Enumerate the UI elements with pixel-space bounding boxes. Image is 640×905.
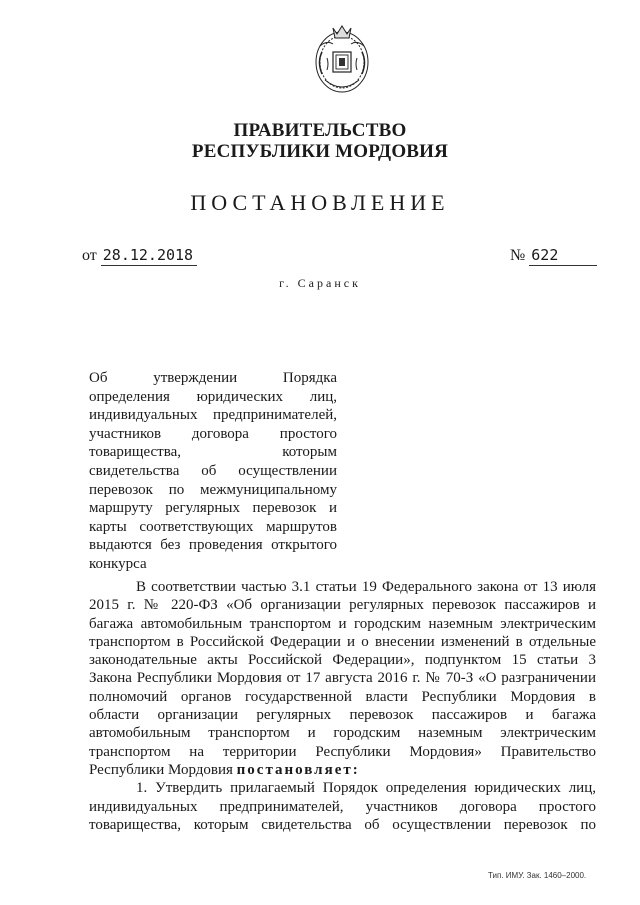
government-title-line1: ПРАВИТЕЛЬСТВО: [233, 120, 407, 141]
body-line-resolves: [89, 761, 596, 779]
document-body: [89, 578, 596, 834]
subject-line: определения юридических лиц,: [89, 388, 337, 405]
body-line: товарищества, которым свидетельства об осуществлении перевозок по: [89, 816, 596, 833]
body-line: транспортом в Российской Федерации и о внесении изменений в отдельные: [89, 633, 596, 650]
body-line: В соответствии частью 3.1 статьи 19 Федерального закона от 13 июля: [136, 579, 596, 595]
subject-line: товарищества, которым: [89, 444, 337, 461]
subject-line: индивидуальных предпринимателей,: [89, 407, 337, 424]
body-line: законодательные акты Российской Федерации», подпунктом 15 статьи 3: [89, 652, 596, 669]
subject-line: маршруту регулярных перевозок и: [89, 500, 337, 517]
body-line: 2015 г. № 220-ФЗ «Об организации регулярных перевозок пассажиров и: [89, 597, 596, 614]
body-line: 1. Утвердить прилагаемый Порядок определения юридических лиц,: [136, 780, 596, 797]
body-line: багажа автомобильным транспортом и городским наземным электрическим: [89, 615, 596, 632]
subject-line: конкурса: [89, 555, 147, 572]
body-line: области организации регулярных перевозок пассажиров и багажа: [89, 707, 596, 724]
coat-of-arms-of-mordovia-icon: [313, 22, 371, 96]
body-line: транспортом на территории Республики Мордовия» Правительство: [89, 743, 596, 760]
subject-line: участников договора простого: [89, 425, 337, 442]
document-number: [510, 245, 597, 266]
subject-line: Об утверждении Порядка: [89, 370, 337, 386]
body-line: индивидуальных предпринимателей, участников договора простого: [89, 798, 596, 815]
body-line: Республики Мордовия: [89, 761, 233, 778]
subject-line: карты соответствующих маршрутов: [89, 518, 337, 535]
date-prefix: от: [82, 247, 97, 264]
print-footer: Тип. ИМУ. Зак. 1460–2000.: [488, 871, 587, 880]
document-type: ПОСТАНОВЛЕНИЕ: [190, 190, 450, 215]
number-value: 622: [529, 245, 597, 266]
city: г. Саранск: [279, 276, 361, 290]
resolves-word: постановляет:: [236, 761, 360, 778]
date-value: 28.12.2018: [101, 245, 197, 266]
subject-line: выдаются без проведения открытого: [89, 537, 337, 554]
government-title-line2: РЕСПУБЛИКИ МОРДОВИЯ: [191, 141, 449, 162]
document-subject: [89, 369, 337, 574]
body-line: автомобильным транспортом и городским наземным электрическим: [89, 725, 596, 742]
subject-line: перевозок по межмуниципальному: [89, 481, 337, 498]
body-line: Закона Республики Мордовия от 17 августа 2016 г. № 70-З «О разграничении: [89, 670, 596, 687]
body-line: полномочий органов государственной власти Республики Мордовия в: [89, 688, 596, 705]
subject-line: свидетельства об осуществлении: [89, 462, 337, 479]
number-prefix: №: [510, 247, 526, 264]
document-date: [82, 245, 197, 266]
